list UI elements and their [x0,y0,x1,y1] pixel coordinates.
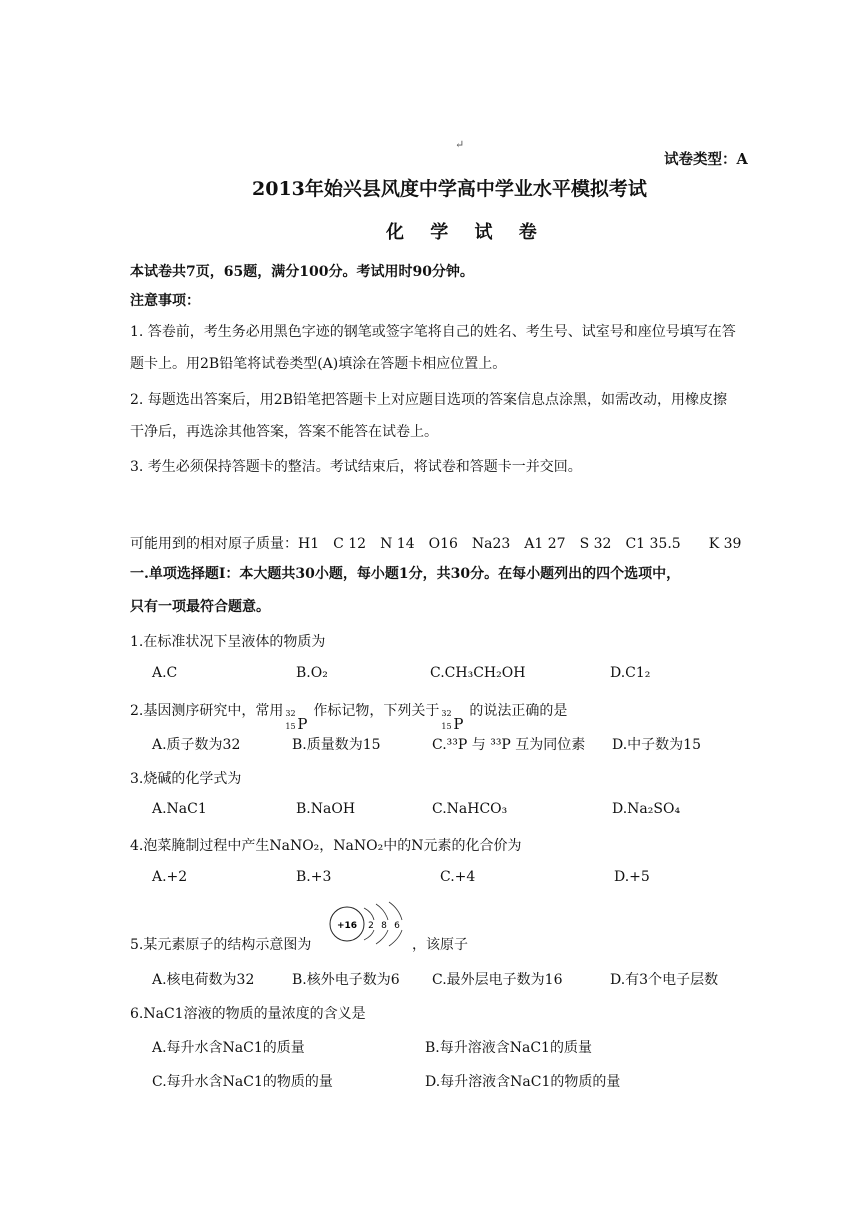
question-6-option-b: B.每升溶液含NaC1的质量 [425,1040,592,1056]
question-2-option-c: C.³³P 与 ³³P 互为同位素 [432,737,586,753]
question-4-stem: 4.泡菜腌制过程中产生NaNO₂，NaNO₂中的N元素的化合价为 [130,838,522,854]
notice-heading: 注意事项： [130,293,200,309]
question-5-option-b: B.核外电子数为6 [292,972,400,988]
question-4-option-b: B.+3 [296,869,332,885]
question-3-option-b: B.NaOH [296,801,356,817]
question-1-stem: 1.在标准状况下呈液体的物质为 [130,634,326,650]
question-1-option-a: A.C [152,665,178,681]
question-6-stem: 6.NaC1溶液的物质的量浓度的含义是 [130,1006,366,1022]
electron-shell-arc [389,902,402,920]
note-2-line-2: 干净后，再选涂其他答案，答案不能答在试卷上。 [130,424,438,440]
atomic-masses: 可能用到的相对原子质量：H1 C 12 N 14 O16 Na23 A1 27 S 32 C1 35.5 K 39 [130,536,742,552]
note-1-line-2: 题卡上。用2B铅笔将试卷类型(A)填涂在答题卡相应位置上。 [130,356,507,372]
question-2-stem: 2.基因测序研究中，常用 32 15 P 作标记物，下列关于 32 15 P 的说法正确的是 [130,703,568,733]
question-1-option-d: D.C1₂ [610,665,651,681]
subject-title: 化 学 试 卷 [386,222,547,243]
section-heading-line-2: 只有一项最符合题意。 [130,599,270,615]
question-5-option-d: D.有3个电子层数 [610,972,719,988]
question-2-option-a: A.质子数为32 [152,737,241,753]
electron-shell-arc [376,904,388,920]
exam-type-label: 试卷类型：A [664,151,748,168]
electron-shell-arc [389,930,402,946]
nucleus-charge: +16 [336,921,358,931]
shell-electrons-3: 6 [394,921,400,931]
electron-shell-arc [364,908,374,920]
question-3-option-c: C.NaHCO₃ [432,801,508,817]
question-5-stem-part-b: ，该原子 [412,937,468,953]
question-3-stem: 3.烧碱的化学式为 [130,771,242,787]
question-3-option-a: A.NaC1 [152,801,207,817]
exam-summary: 本试卷共7页，65题，满分100分。考试用时90分钟。 [130,264,474,280]
shell-electrons-1: 2 [368,921,374,931]
electron-shell-arc [364,930,374,940]
question-2-stem-part-b: 作标记物，下列关于 [313,703,440,719]
question-2-option-b: B.质量数为15 [292,737,381,753]
question-4-option-d: D.+5 [614,869,650,885]
question-2-stem-part-a: 2.基因测序研究中，常用 [130,703,284,719]
question-1-option-b: B.O₂ [296,665,328,681]
section-heading-line-1: 一.单项选择题Ⅰ：本大题共30小题，每小题1分，共30分。在每小题列出的四个选项中， [130,566,681,582]
question-6-option-d: D.每升溶液含NaC1的物质的量 [425,1074,621,1090]
question-5-option-a: A.核电荷数为32 [152,972,255,988]
exam-title: 2013年始兴县风度中学高中学业水平模拟考试 [252,178,647,200]
note-1-line-1: 1. 答卷前，考生务必用黑色字迹的钢笔或签字笔将自己的姓名、考生号、试室号和座位号填写在答 [130,324,736,340]
note-2-line-1: 2. 每题选出答案后，用2B铅笔把答题卡上对应题目选项的答案信息点涂黑，如需改动，用橡皮擦 [130,392,728,408]
question-5-option-c: C.最外层电子数为16 [432,972,563,988]
question-6-option-c: C.每升水含NaC1的物质的量 [152,1074,333,1090]
question-4-option-a: A.+2 [152,869,188,885]
paragraph-mark: ↵ [455,138,465,151]
shell-electrons-2: 8 [381,921,387,931]
question-1-option-c: C.CH₃CH₂OH [430,665,526,681]
question-3-option-d: D.Na₂SO₄ [612,801,681,817]
note-3-line-1: 3. 考生必须保持答题卡的整洁。考试结束后，将试卷和答题卡一并交回。 [130,459,582,475]
question-6-option-a: A.每升水含NaC1的质量 [152,1040,305,1056]
question-5-stem-part-a: 5.某元素原子的结构示意图为 [130,937,312,953]
question-2-stem-part-c: 的说法正确的是 [469,703,568,719]
atomic-structure-diagram [326,898,410,952]
electron-shell-arc [376,930,388,944]
question-2-option-d: D.中子数为15 [612,737,701,753]
question-4-option-c: C.+4 [440,869,476,885]
